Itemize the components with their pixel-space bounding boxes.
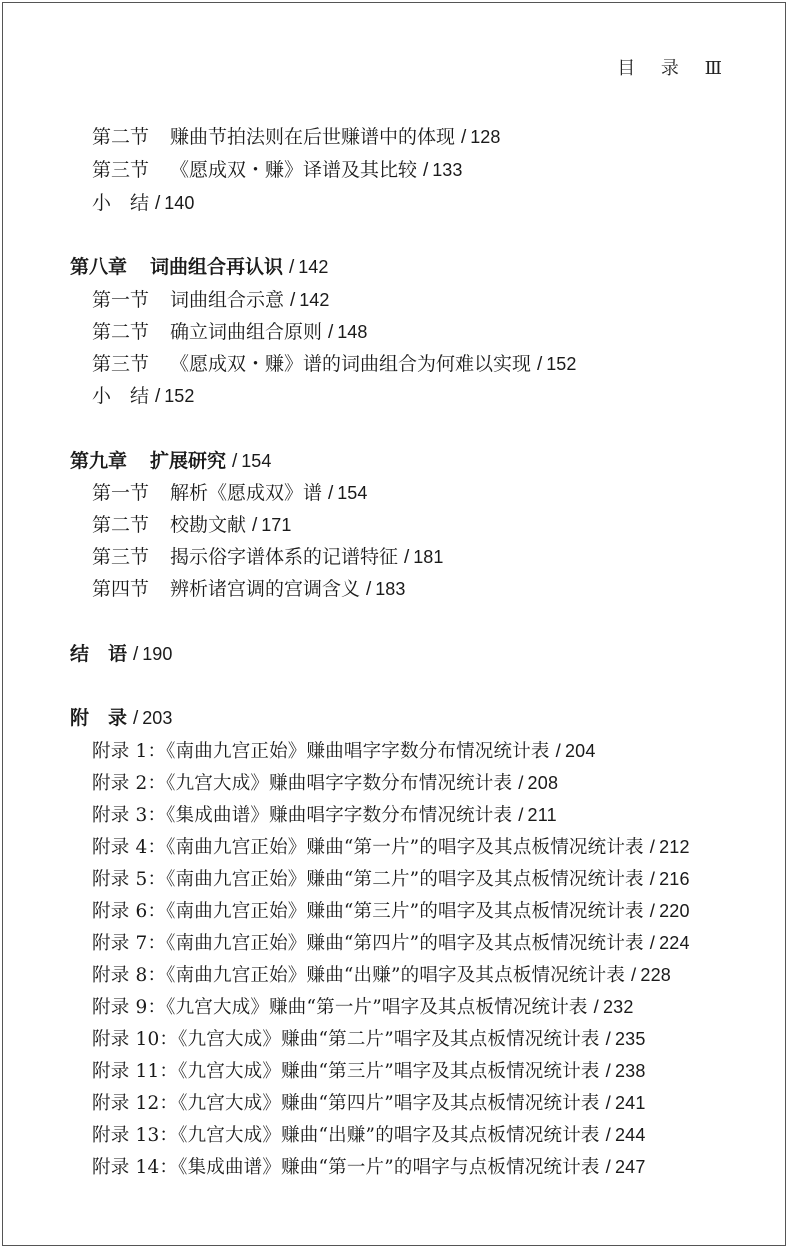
toc-entry-appendix[interactable]: 附录 12：《九宫大成》赚曲“第四片”唱字及其点板情况统计表 / 241 — [92, 1090, 646, 1117]
page-number: 190 — [142, 644, 173, 664]
section-title: 解析《愿成双》谱 — [170, 482, 323, 504]
toc-entry-section[interactable]: 第一节 词曲组合示意 / 142 — [92, 289, 330, 311]
section-number: 第四节 — [92, 578, 150, 600]
page-number: 142 — [299, 290, 330, 310]
toc-entry-appendix[interactable]: 附录 1：《南曲九宫正始》赚曲唱字字数分布情况统计表 / 204 — [92, 738, 596, 765]
page-number: 232 — [602, 997, 634, 1017]
page-number: 216 — [659, 869, 690, 889]
running-head: 目 录 Ⅲ — [617, 58, 732, 79]
toc-entry-appendix[interactable]: 附录 2：《九宫大成》赚曲唱字字数分布情况统计表 / 208 — [92, 770, 558, 797]
page-number: 241 — [614, 1093, 646, 1113]
page-number: 152 — [546, 354, 577, 374]
toc-entry-appendix[interactable]: 附录 14：《集成曲谱》赚曲“第一片”的唱字与点板情况统计表 / 247 — [92, 1154, 646, 1181]
section-title: 赚曲节拍法则在后世赚谱中的体现 — [170, 126, 456, 148]
appendix-title: 附录 4：《南曲九宫正始》赚曲“第一片”的唱字及其点板情况统计表 — [92, 837, 644, 858]
appendix-title: 附录 14：《集成曲谱》赚曲“第一片”的唱字与点板情况统计表 — [92, 1157, 600, 1178]
appendix-title: 附录 3：《集成曲谱》赚曲唱字字数分布情况统计表 — [92, 805, 513, 826]
toc-entry-appendix[interactable]: 附录 10：《九宫大成》赚曲“第二片”唱字及其点板情况统计表 / 235 — [92, 1026, 646, 1053]
page-number: 235 — [614, 1029, 646, 1049]
page-number: 140 — [164, 193, 195, 213]
page-number: 244 — [614, 1125, 646, 1145]
page-number: 228 — [640, 965, 672, 985]
page-number: 220 — [659, 901, 690, 921]
toc-entry-chapter[interactable]: 第九章 扩展研究 / 154 — [70, 450, 272, 472]
section-number: 第一节 — [92, 289, 150, 311]
toc-entry-appendix-header[interactable]: 附 录 / 203 — [70, 707, 173, 729]
section-title: 校勘文献 — [170, 514, 247, 536]
page-number: 212 — [659, 837, 690, 857]
toc-entry-section[interactable]: 第一节 解析《愿成双》谱 / 154 — [92, 482, 368, 504]
appendix-title: 附录 9：《九宫大成》赚曲“第一片”唱字及其点板情况统计表 — [92, 997, 588, 1018]
page-number: 247 — [614, 1157, 646, 1177]
toc-entry-section[interactable]: 第四节 辨析诸宫调的宫调含义 / 183 — [92, 578, 406, 600]
page-number: 204 — [564, 741, 596, 761]
appendix-title: 附录 2：《九宫大成》赚曲唱字字数分布情况统计表 — [92, 773, 513, 794]
appendix-title: 附录 7：《南曲九宫正始》赚曲“第四片”的唱字及其点板情况统计表 — [92, 933, 644, 954]
chapter-number: 第九章 — [70, 450, 128, 472]
toc-entry-conclusion[interactable]: 结 语 / 190 — [70, 643, 173, 665]
toc-entry-appendix[interactable]: 附录 13：《九宫大成》赚曲“出赚”的唱字及其点板情况统计表 / 244 — [92, 1122, 646, 1149]
page-number: 128 — [470, 127, 501, 147]
section-number: 第二节 — [92, 321, 150, 343]
toc-entry-section[interactable]: 第三节 《愿成双・赚》谱的词曲组合为何难以实现 / 152 — [92, 353, 577, 375]
page-number: 148 — [337, 322, 368, 342]
chapter-number: 附 录 — [70, 707, 128, 729]
page-number: 238 — [614, 1061, 646, 1081]
chapter-title: 词曲组合再认识 — [150, 256, 284, 278]
appendix-title: 附录 13：《九宫大成》赚曲“出赚”的唱字及其点板情况统计表 — [92, 1125, 600, 1146]
toc-entry-appendix[interactable]: 附录 4：《南曲九宫正始》赚曲“第一片”的唱字及其点板情况统计表 / 212 — [92, 834, 690, 861]
section-number: 第三节 — [92, 159, 150, 181]
section-title: 词曲组合示意 — [170, 289, 285, 311]
toc-entry-section[interactable]: 第二节 确立词曲组合原则 / 148 — [92, 321, 368, 343]
page-number: 171 — [261, 515, 292, 535]
page-number: 154 — [241, 451, 272, 471]
toc-entry-summary[interactable]: 小 结 / 140 — [92, 192, 195, 214]
section-number: 第三节 — [92, 546, 150, 568]
toc-entry-appendix[interactable]: 附录 8：《南曲九宫正始》赚曲“出赚”的唱字及其点板情况统计表 / 228 — [92, 962, 671, 989]
toc-entry-appendix[interactable]: 附录 5：《南曲九宫正始》赚曲“第二片”的唱字及其点板情况统计表 / 216 — [92, 866, 690, 893]
page-number: 142 — [298, 257, 329, 277]
section-number: 第三节 — [92, 353, 150, 375]
page-number: 211 — [527, 805, 557, 825]
appendix-title: 附录 8：《南曲九宫正始》赚曲“出赚”的唱字及其点板情况统计表 — [92, 965, 626, 986]
page-number: 208 — [527, 773, 559, 793]
appendix-title: 附录 12：《九宫大成》赚曲“第四片”唱字及其点板情况统计表 — [92, 1093, 600, 1114]
toc-entry-appendix[interactable]: 附录 3：《集成曲谱》赚曲唱字字数分布情况统计表 / 211 — [92, 802, 557, 829]
toc-entry-summary[interactable]: 小 结 / 152 — [92, 385, 195, 407]
section-title: 《愿成双・赚》谱的词曲组合为何难以实现 — [170, 353, 532, 375]
toc-entry-appendix[interactable]: 附录 9：《九宫大成》赚曲“第一片”唱字及其点板情况统计表 / 232 — [92, 994, 634, 1021]
section-number: 第一节 — [92, 482, 150, 504]
chapter-title: 扩展研究 — [150, 450, 227, 472]
toc-entry-appendix[interactable]: 附录 6：《南曲九宫正始》赚曲“第三片”的唱字及其点板情况统计表 / 220 — [92, 898, 690, 925]
page-number: 203 — [142, 708, 173, 728]
section-number: 第二节 — [92, 126, 150, 148]
toc-entry-section[interactable]: 第三节 《愿成双・赚》译谱及其比较 / 133 — [92, 159, 463, 181]
toc-entry-appendix[interactable]: 附录 11：《九宫大成》赚曲“第三片”唱字及其点板情况统计表 / 238 — [92, 1058, 646, 1085]
chapter-number: 结 语 — [70, 643, 128, 665]
appendix-title: 附录 11：《九宫大成》赚曲“第三片”唱字及其点板情况统计表 — [92, 1061, 600, 1082]
section-title: 辨析诸宫调的宫调含义 — [170, 578, 361, 600]
page-number: 183 — [375, 579, 406, 599]
appendix-title: 附录 1：《南曲九宫正始》赚曲唱字字数分布情况统计表 — [92, 741, 550, 762]
appendix-title: 附录 10：《九宫大成》赚曲“第二片”唱字及其点板情况统计表 — [92, 1029, 600, 1050]
page-number: 152 — [164, 386, 195, 406]
page-number: 224 — [659, 933, 690, 953]
chapter-number: 第八章 — [70, 256, 128, 278]
appendix-title: 附录 6：《南曲九宫正始》赚曲“第三片”的唱字及其点板情况统计表 — [92, 901, 644, 922]
toc-entry-section[interactable]: 第二节 校勘文献 / 171 — [92, 514, 292, 536]
toc-entry-chapter[interactable]: 第八章 词曲组合再认识 / 142 — [70, 256, 329, 278]
appendix-title: 附录 5：《南曲九宫正始》赚曲“第二片”的唱字及其点板情况统计表 — [92, 869, 644, 890]
section-title: 揭示俗字谱体系的记谱特征 — [170, 546, 399, 568]
section-title: 《愿成双・赚》译谱及其比较 — [170, 159, 418, 181]
section-number: 小 结 — [92, 385, 150, 407]
section-number: 第二节 — [92, 514, 150, 536]
toc-entry-section[interactable]: 第二节 赚曲节拍法则在后世赚谱中的体现 / 128 — [92, 126, 501, 148]
page-number: 133 — [432, 160, 463, 180]
section-number: 小 结 — [92, 192, 150, 214]
section-title: 确立词曲组合原则 — [170, 321, 323, 343]
toc-entry-appendix[interactable]: 附录 7：《南曲九宫正始》赚曲“第四片”的唱字及其点板情况统计表 / 224 — [92, 930, 690, 957]
page-number: 181 — [413, 547, 444, 567]
toc-entry-section[interactable]: 第三节 揭示俗字谱体系的记谱特征 / 181 — [92, 546, 444, 568]
page-number: 154 — [337, 483, 368, 503]
